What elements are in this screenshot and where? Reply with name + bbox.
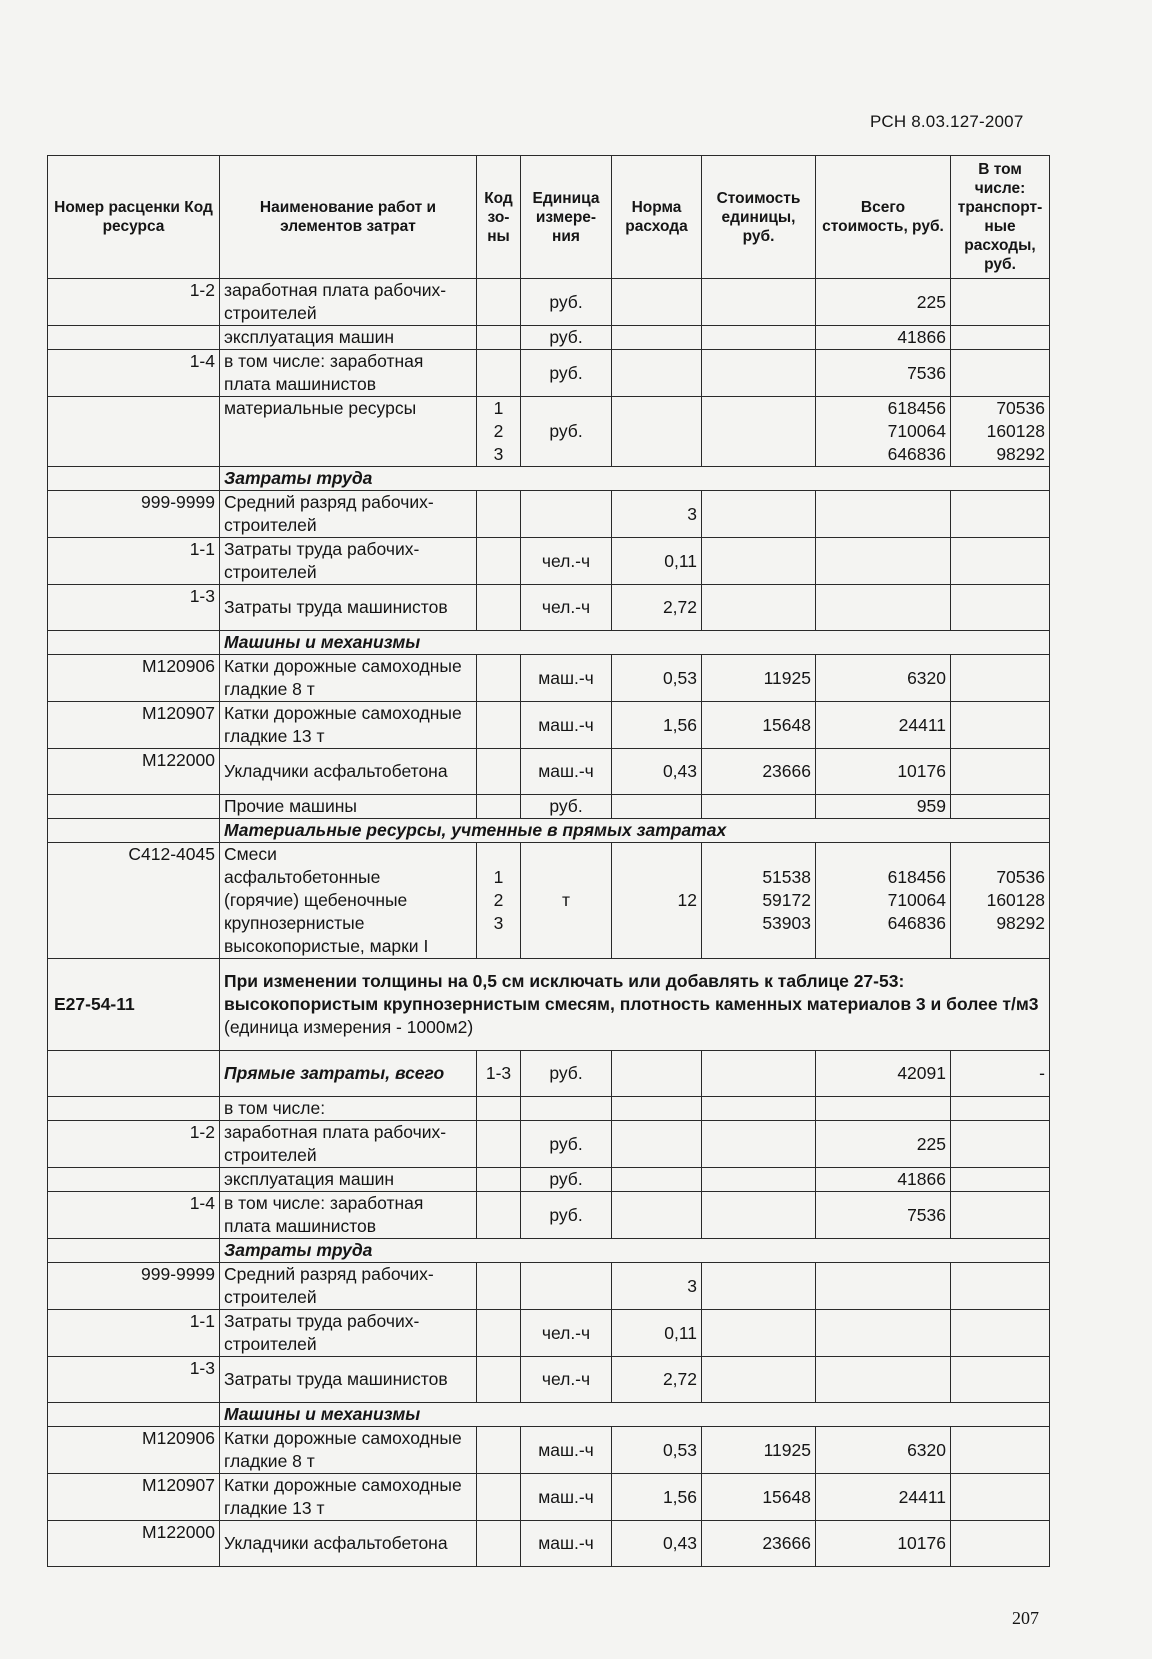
resource-code: 999-9999 xyxy=(48,491,220,538)
total-cost: 959 xyxy=(816,795,951,819)
table-row xyxy=(48,1310,1050,1357)
table-row xyxy=(48,326,1050,350)
total-cost: 42091 xyxy=(816,1051,951,1097)
unit: чел.-ч xyxy=(521,1357,612,1403)
total-cost: 24411 xyxy=(816,1474,951,1521)
total-cost: 6320 xyxy=(816,655,951,702)
total-cost: 618456 710064 646836 xyxy=(816,843,951,959)
table-header xyxy=(48,156,1050,279)
table-row xyxy=(48,1263,1050,1310)
cost-item-name: в том числе: заработная плата машинистов xyxy=(220,350,477,397)
norm: 0,11 xyxy=(612,1310,702,1357)
cost-item-name: Катки дорожные самоходные гладкие 8 т xyxy=(220,655,477,702)
cost-item-name: Прямые затраты, всего xyxy=(220,1051,477,1097)
total-cost: 24411 xyxy=(816,702,951,749)
section-header xyxy=(48,467,1050,491)
total-cost: 41866 xyxy=(816,1168,951,1192)
norm: 0,53 xyxy=(612,655,702,702)
cost-item-name: эксплуатация машин xyxy=(220,1168,477,1192)
section-title: Затраты труда xyxy=(220,1239,1050,1263)
col-name: Наименование работ и элементов затрат xyxy=(220,156,477,279)
unit: маш.-ч xyxy=(521,749,612,795)
unit-cost: 11925 xyxy=(702,655,816,702)
cost-item-name: эксплуатация машин xyxy=(220,326,477,350)
rate-unit-note: (единица измерения - 1000м2) xyxy=(224,1017,474,1037)
zone-list: 1 2 3 xyxy=(477,843,521,959)
transport-cost: 70536 160128 98292 xyxy=(951,397,1050,467)
table-row xyxy=(48,1051,1050,1097)
table-row xyxy=(48,795,1050,819)
total-cost: 6320 xyxy=(816,1427,951,1474)
cost-item-name: Смеси асфальтобетонные (горячие) щебеночные крупнозернистые высокопористые, марки I xyxy=(220,843,477,959)
table-row xyxy=(48,1357,1050,1403)
col-number: Номер расценки Код ресурса xyxy=(48,156,220,279)
norm: 1,56 xyxy=(612,1474,702,1521)
cost-item-name: Затраты труда машинистов xyxy=(220,1357,477,1403)
unit-cost: 23666 xyxy=(702,749,816,795)
unit: руб. xyxy=(521,1051,612,1097)
resource-code: 1-4 xyxy=(48,1192,220,1239)
cost-item-name: Укладчики асфальтобетона xyxy=(220,749,477,795)
resource-code: С412-4045 xyxy=(48,843,220,959)
table-row xyxy=(48,538,1050,585)
table-row xyxy=(48,1427,1050,1474)
total-cost: 225 xyxy=(816,1121,951,1168)
table-row xyxy=(48,350,1050,397)
resource-code: М120907 xyxy=(48,702,220,749)
unit: маш.-ч xyxy=(521,655,612,702)
unit-cost: 11925 xyxy=(702,1427,816,1474)
resource-code: 1-3 xyxy=(48,585,220,631)
col-transport: В том числе: транспорт-ные расходы, руб. xyxy=(951,156,1050,279)
cost-item-name: Средний разряд рабочих-строителей xyxy=(220,1263,477,1310)
table-row xyxy=(48,1521,1050,1567)
table-row xyxy=(48,749,1050,795)
table-row xyxy=(48,397,1050,467)
norm: 12 xyxy=(612,843,702,959)
cost-item-name: заработная плата рабочих-строителей xyxy=(220,1121,477,1168)
cost-item-name: Средний разряд рабочих-строителей xyxy=(220,491,477,538)
section-header xyxy=(48,1403,1050,1427)
resource-code: М122000 xyxy=(48,1521,220,1567)
norm: 0,11 xyxy=(612,538,702,585)
table-row xyxy=(48,843,1050,959)
table-row xyxy=(48,1121,1050,1168)
col-norm: Норма расхода xyxy=(612,156,702,279)
table-row xyxy=(48,279,1050,326)
total-cost: 41866 xyxy=(816,326,951,350)
rate-title-row xyxy=(48,959,1050,1051)
unit: руб. xyxy=(521,279,612,326)
section-header xyxy=(48,1239,1050,1263)
col-unit-cost: Стоимость единицы, руб. xyxy=(702,156,816,279)
table-row xyxy=(48,491,1050,538)
table-row xyxy=(48,1097,1050,1121)
unit: руб. xyxy=(521,397,612,467)
table-row xyxy=(48,702,1050,749)
page-number: 207 xyxy=(1012,1608,1039,1628)
norm: 2,72 xyxy=(612,585,702,631)
norm: 3 xyxy=(612,1263,702,1310)
cost-item-name: в том числе: заработная плата машинистов xyxy=(220,1192,477,1239)
document-code: РСН 8.03.127-2007 xyxy=(870,112,1024,131)
unit: маш.-ч xyxy=(521,702,612,749)
unit: руб. xyxy=(521,326,612,350)
unit-cost: 15648 xyxy=(702,1474,816,1521)
col-unit: Единица измере-ния xyxy=(521,156,612,279)
unit: руб. xyxy=(521,795,612,819)
resource-code: 1-3 xyxy=(48,1357,220,1403)
col-total: Всего стоимость, руб. xyxy=(816,156,951,279)
resource-code: 1-4 xyxy=(48,350,220,397)
rates-table xyxy=(47,155,1050,1567)
section-header xyxy=(48,819,1050,843)
cost-item-name: материальные ресурсы xyxy=(220,397,477,467)
zone: 1-3 xyxy=(477,1051,521,1097)
norm: 1,56 xyxy=(612,702,702,749)
rate-description xyxy=(220,959,1050,1051)
section-title: Затраты труда xyxy=(220,467,1050,491)
total-cost: 7536 xyxy=(816,350,951,397)
unit: маш.-ч xyxy=(521,1521,612,1567)
section-title: Машины и механизмы xyxy=(220,631,1050,655)
resource-code: 999-9999 xyxy=(48,1263,220,1310)
total-cost: 10176 xyxy=(816,1521,951,1567)
cost-item-name: Затраты труда рабочих-строителей xyxy=(220,1310,477,1357)
norm: 0,53 xyxy=(612,1427,702,1474)
total-cost: 10176 xyxy=(816,749,951,795)
table-row xyxy=(48,1474,1050,1521)
unit: руб. xyxy=(521,350,612,397)
table-row xyxy=(48,1192,1050,1239)
section-title: Материальные ресурсы, учтенные в прямых затратах xyxy=(220,819,1050,843)
resource-code: 1-2 xyxy=(48,1121,220,1168)
resource-code: 1-2 xyxy=(48,279,220,326)
zone-list: 1 2 3 xyxy=(477,397,521,467)
norm: 0,43 xyxy=(612,1521,702,1567)
unit: т xyxy=(521,843,612,959)
rate-title: При изменении толщины на 0,5 см исключать или добавлять к таблице 27-53: высокопористым крупнозернистым смесям, плотность каменных материалов 3 и более т/м3 xyxy=(224,971,1039,1014)
cost-item-name: в том числе: xyxy=(220,1097,477,1121)
total-cost: 7536 xyxy=(816,1192,951,1239)
total-cost: 225 xyxy=(816,279,951,326)
cost-item-name: Укладчики асфальтобетона xyxy=(220,1521,477,1567)
col-zone: Код зо-ны xyxy=(477,156,521,279)
section-header xyxy=(48,631,1050,655)
resource-code: 1-1 xyxy=(48,1310,220,1357)
norm: 2,72 xyxy=(612,1357,702,1403)
cost-item-name: Катки дорожные самоходные гладкие 13 т xyxy=(220,702,477,749)
unit: руб. xyxy=(521,1168,612,1192)
table-row xyxy=(48,585,1050,631)
unit: руб. xyxy=(521,1121,612,1168)
section-title: Машины и механизмы xyxy=(220,1403,1050,1427)
transport-cost: 70536 160128 98292 xyxy=(951,843,1050,959)
resource-code: М120906 xyxy=(48,655,220,702)
rate-code: Е27-54-11 xyxy=(48,959,220,1051)
unit: чел.-ч xyxy=(521,1310,612,1357)
cost-item-name: Прочие машины xyxy=(220,795,477,819)
table-row xyxy=(48,1168,1050,1192)
resource-code: М122000 xyxy=(48,749,220,795)
norm: 3 xyxy=(612,491,702,538)
norm: 0,43 xyxy=(612,749,702,795)
resource-code: 1-1 xyxy=(48,538,220,585)
unit-cost: 51538 59172 53903 xyxy=(702,843,816,959)
unit: чел.-ч xyxy=(521,585,612,631)
cost-item-name: Катки дорожные самоходные гладкие 13 т xyxy=(220,1474,477,1521)
table-row xyxy=(48,655,1050,702)
cost-item-name: Затраты труда рабочих-строителей xyxy=(220,538,477,585)
unit-cost: 23666 xyxy=(702,1521,816,1567)
unit-cost: 15648 xyxy=(702,702,816,749)
transport-cost: - xyxy=(951,1051,1050,1097)
cost-item-name: Катки дорожные самоходные гладкие 8 т xyxy=(220,1427,477,1474)
total-cost: 618456 710064 646836 xyxy=(816,397,951,467)
unit: маш.-ч xyxy=(521,1427,612,1474)
unit: маш.-ч xyxy=(521,1474,612,1521)
cost-item-name: заработная плата рабочих-строителей xyxy=(220,279,477,326)
unit: чел.-ч xyxy=(521,538,612,585)
cost-item-name: Затраты труда машинистов xyxy=(220,585,477,631)
resource-code: М120907 xyxy=(48,1474,220,1521)
unit: руб. xyxy=(521,1192,612,1239)
resource-code: М120906 xyxy=(48,1427,220,1474)
